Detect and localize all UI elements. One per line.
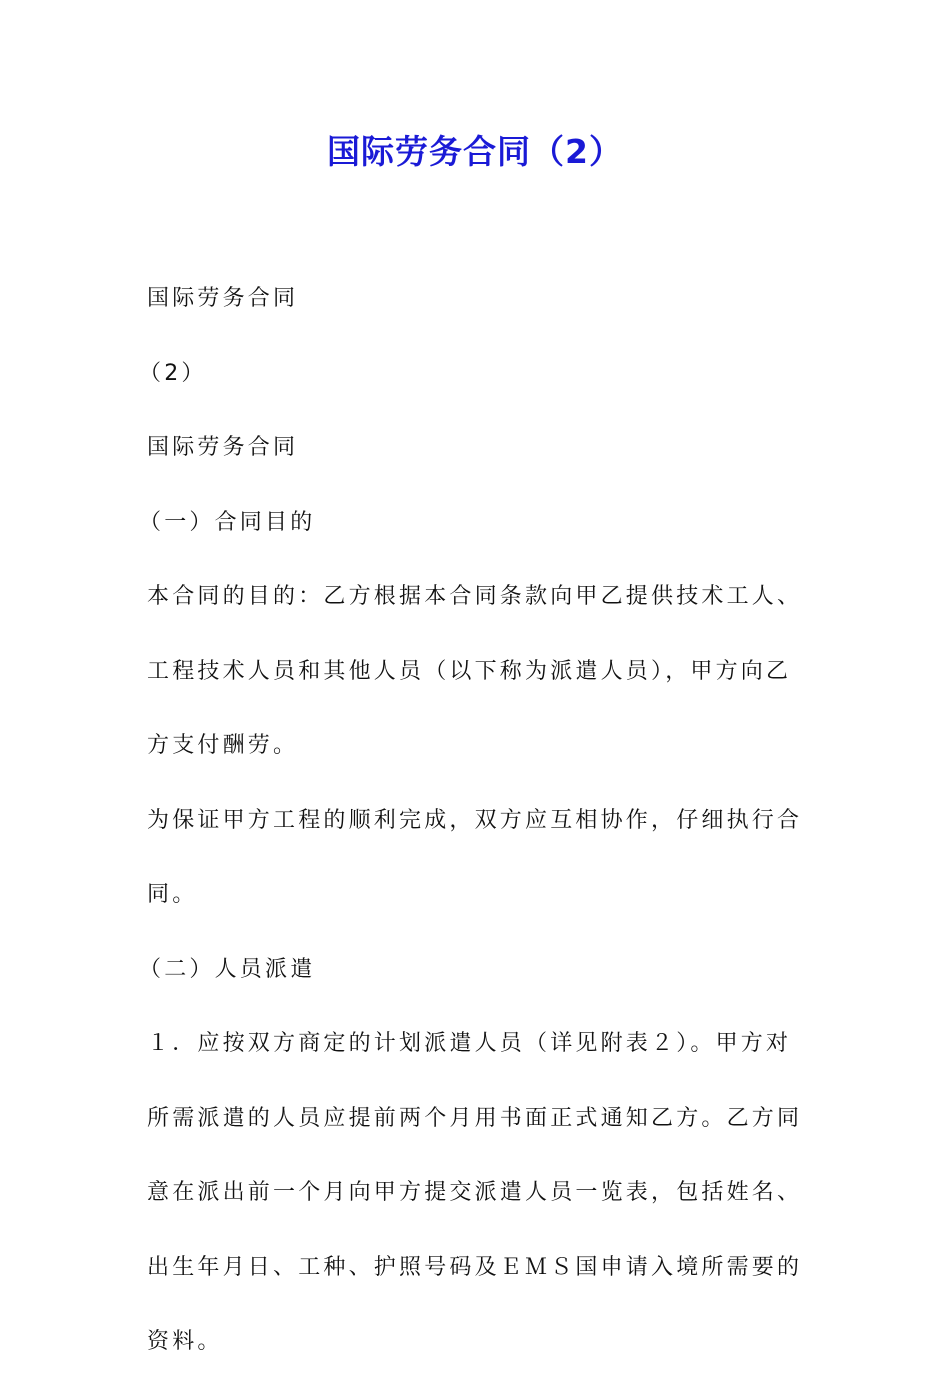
- document-body: [139, 262, 807, 1380]
- paragraph-dispatch-item-1: １．应按双方商定的计划派遣人员（详见附表２）。甲方对所需派遣的人员应提前两个月用书面正式通知乙方。乙方同意在派出前一个月向甲方提交派遣人员一览表，包括姓名、出生年月日、工种、护照号码及ＥＭＳ国申请入境所需要的资料。: [147, 1031, 803, 1354]
- paragraph-heading-contract-2: 国际劳务合同: [147, 435, 299, 460]
- document-title: 国际劳务合同（2）: [327, 132, 623, 171]
- section-heading-dispatch: （二）人员派遣: [139, 956, 316, 982]
- paragraph-number: （2）: [139, 360, 207, 386]
- paragraph-heading-contract: 国际劳务合同: [147, 286, 299, 311]
- section-heading-purpose: （一）合同目的: [139, 509, 316, 535]
- paragraph-purpose: 本合同的目的：乙方根据本合同条款向甲乙提供技术工人、工程技术人员和其他人员（以下称为派遣人员），甲方向乙方支付酬劳。: [147, 584, 803, 758]
- paragraph-cooperation: 为保证甲方工程的顺利完成，双方应互相协作，仔细执行合同。: [147, 807, 803, 907]
